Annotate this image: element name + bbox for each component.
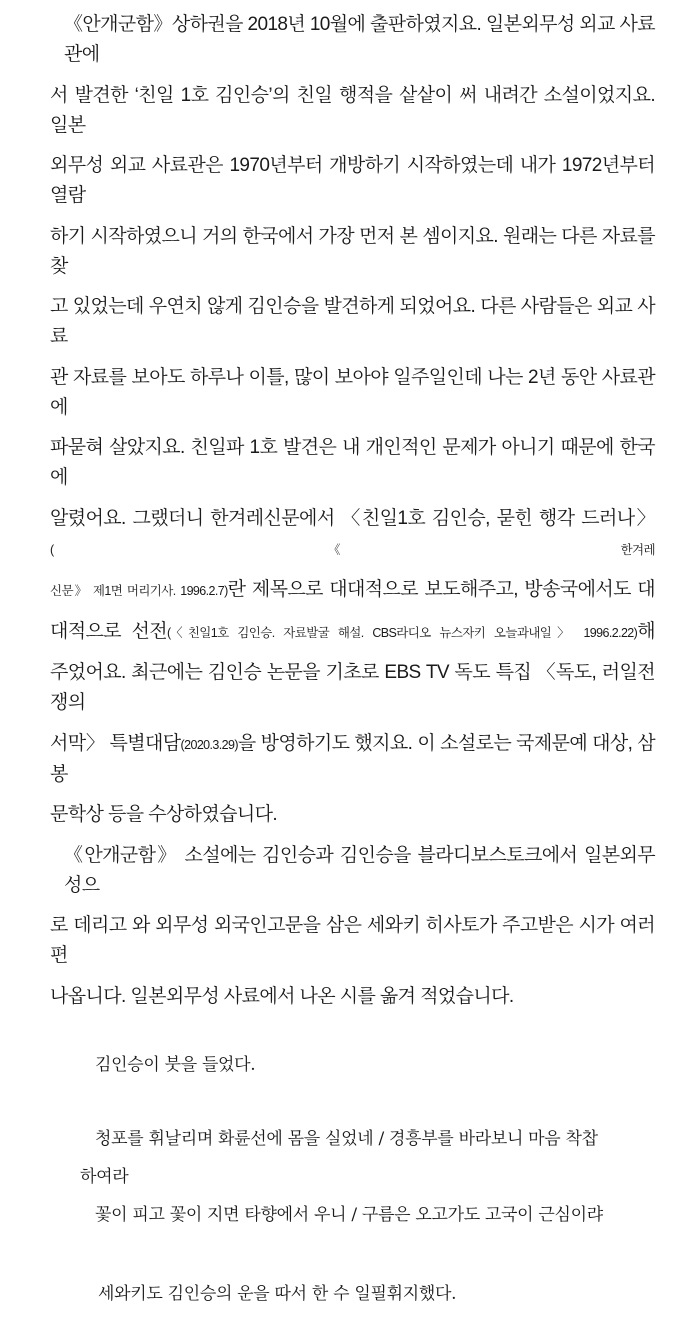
line-text: 대적으로 선전 [50, 620, 168, 642]
text-line [50, 841, 655, 912]
line-text: 주었어요. 최근에는 김인승 논문을 기초로 EBS TV 독도 특집 〈독도, 러일전쟁의 [50, 662, 655, 713]
line-text: 《안개군함》 소설에는 김인승과 김인승을 블라디보스토크에서 일본외무성으 [64, 844, 655, 896]
text-line [50, 800, 655, 841]
text-line [50, 433, 655, 504]
citation-text: (《한겨레 [50, 542, 655, 557]
poem-intro: 김인승이 붓을 들었다. [95, 1055, 256, 1075]
text-line [50, 729, 655, 801]
line-text: 하기 시작하였으니 거의 한국에서 가장 먼저 본 셈이지요. 원래는 다른 자료를 찾 [50, 225, 655, 277]
line-text: 외무성 외교 사료관은 1970년부터 개방하기 시작하였는데 내가 1972년부터 열람 [50, 155, 655, 206]
citation-text: (2020.3.29) [180, 737, 238, 752]
text-line [50, 292, 655, 363]
poem-outro: 세와키도 김인승의 운을 따서 한 수 일필휘지했다. [98, 1284, 457, 1304]
poem-verse-1: 청포를 휘날리며 화륜선에 몸을 실었네 / 경흥부를 바라보니 마음 착찹 [95, 1129, 598, 1149]
line-text: 서 발견한 ‘친일 1호 김인승’의 친일 행적을 샅샅이 써 내려간 소설이었지요. 일본 [50, 84, 655, 136]
poem-block [0, 1022, 678, 1327]
text-line [50, 222, 655, 293]
line-text: 로 데리고 와 외무성 외국인고문을 삼은 세와키 히사토가 주고받은 시가 여러 편 [50, 915, 655, 966]
line-text: 해 [637, 620, 655, 642]
citation-text: (〈친일1호 김인승. 자료발굴 해설. CBS라디오 뉴스자키 오늘과내일〉 1996.2.22) [167, 625, 638, 640]
poem-verse-1-continued: 하여라 [80, 1167, 129, 1187]
line-text: 《안개군함》상하권을 2018년 10월에 출판하였지요. 일본외무성 외교 사료관에 [64, 14, 655, 65]
line-text: 문학상 등을 수상하였습니다. [50, 804, 278, 825]
text-line [50, 617, 655, 659]
line-text: 관 자료를 보아도 하루나 이틀, 많이 보아야 일주일인데 나는 2년 동안 사료관에 [50, 366, 655, 418]
line-text: 란 제목으로 대대적으로 보도해주고, 방송국에서도 대 [227, 579, 655, 600]
line-text: 서막〉 특별대담 [50, 732, 181, 754]
line-text: 나옵니다. 일본외무성 사료에서 나온 시를 옮겨 적었습니다. [50, 985, 514, 1007]
text-line [50, 81, 655, 152]
text-line [50, 151, 655, 222]
line-text: 알렸어요. 그랬더니 한겨레신문에서 〈친일1호 김인승, 묻힌 행각 드러나〉 [50, 507, 655, 529]
text-line [50, 10, 655, 81]
poem-verse-2: 꽃이 피고 꽃이 지면 타향에서 우니 / 구름은 오고가도 고국이 근심이랴 [95, 1205, 603, 1225]
text-line [50, 911, 655, 982]
line-text: 을 방영하기도 했지요. 이 소설로는 국제문예 대상, 삼봉 [50, 732, 656, 785]
text-line [50, 363, 655, 434]
text-line [50, 982, 655, 1023]
line-text: 고 있었는데 우연치 않게 김인승을 발견하게 되었어요. 다른 사람들은 외교 사료 [50, 296, 655, 347]
line-text: 파묻혀 살았지요. 친일파 1호 발견은 내 개인적인 문제가 아니기 때문에 한국에 [50, 437, 655, 488]
text-line [50, 575, 655, 617]
text-line [50, 504, 655, 576]
text-line [50, 658, 655, 729]
citation-text: 신문》 제1면 머리기사. 1996.2.7) [50, 584, 228, 598]
